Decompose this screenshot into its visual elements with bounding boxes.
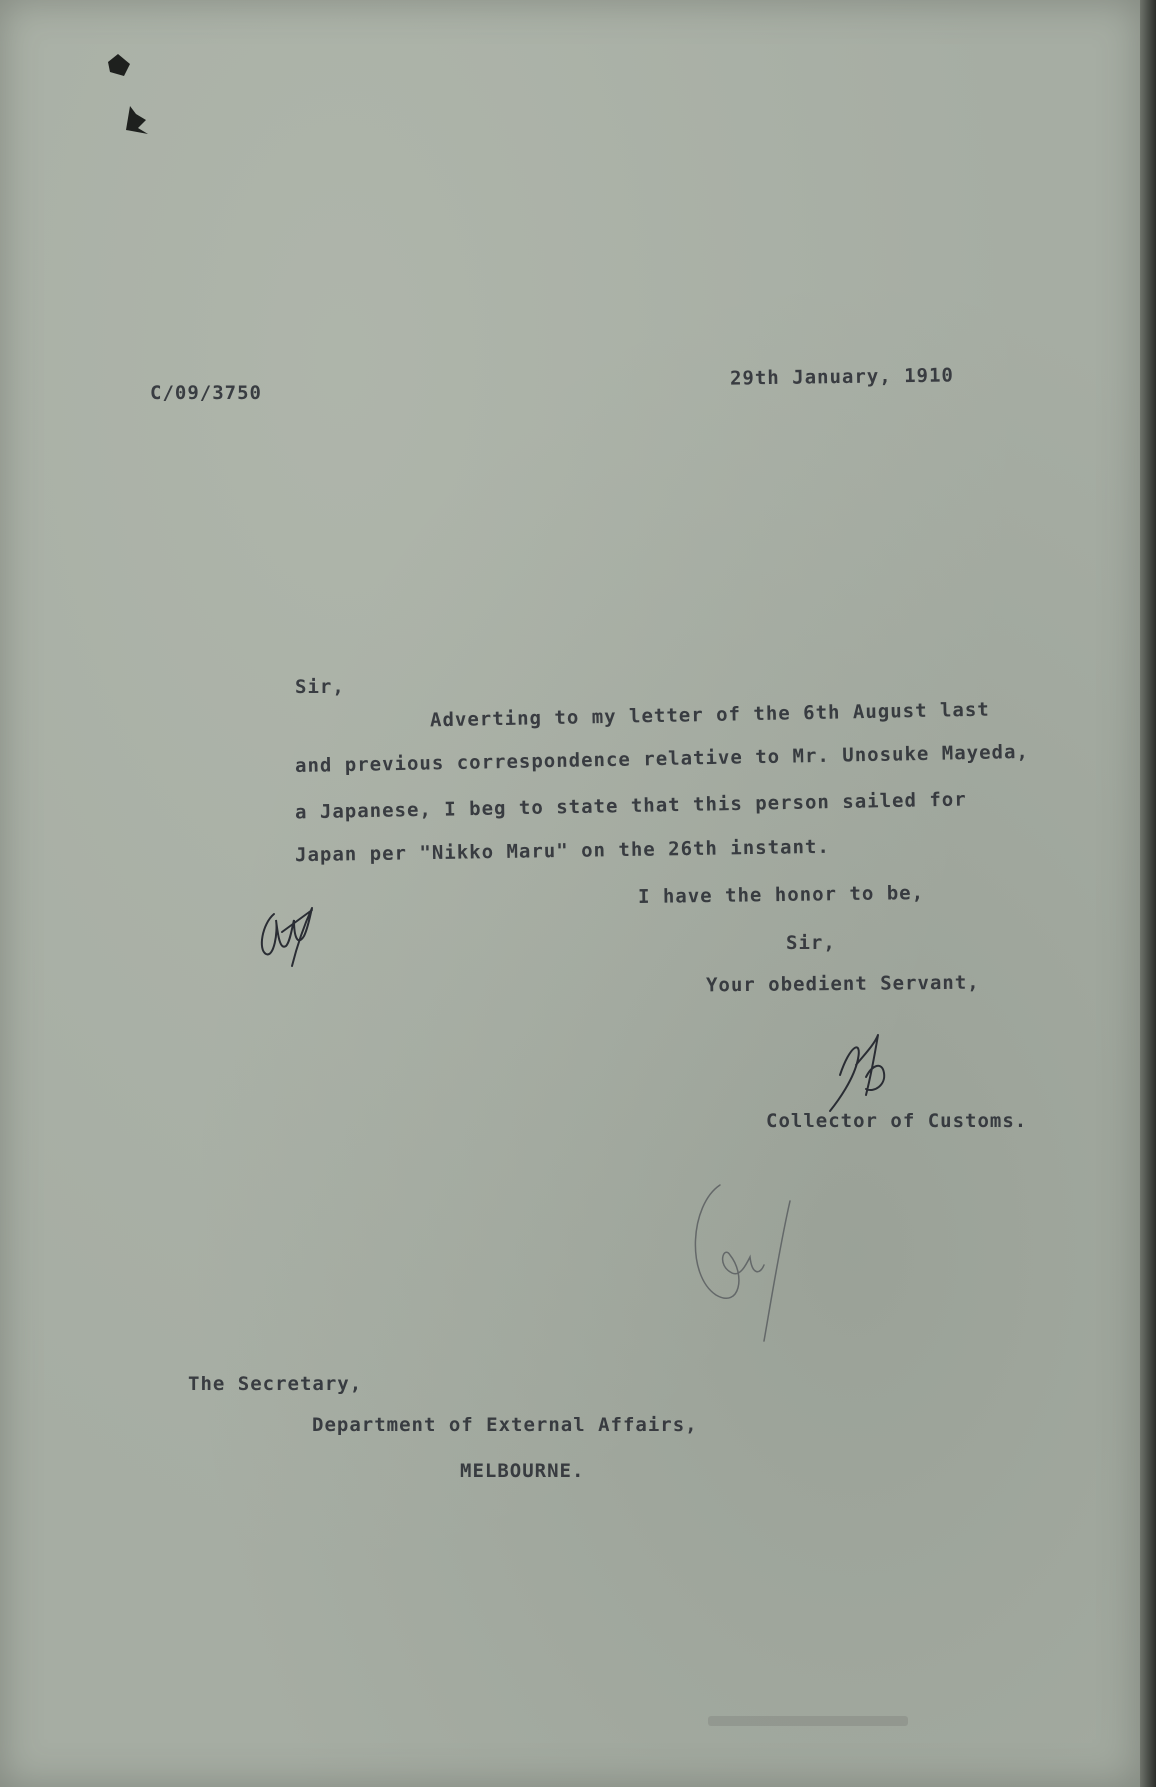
- body-line-1: Adverting to my letter of the 6th August last: [429, 698, 990, 732]
- faint-stamp-residue: [708, 1716, 908, 1726]
- salutation: Sir,: [295, 676, 345, 698]
- body-line-4: Japan per "Nikko Maru" on the 26th instant.: [294, 835, 831, 867]
- punch-hole-top: [104, 52, 134, 80]
- closing-line-2: Sir,: [786, 932, 836, 954]
- closing-line-1: I have the honor to be,: [637, 882, 925, 908]
- closing-line-3: Your obedient Servant,: [705, 971, 980, 997]
- signatory-title: Collector of Customs.: [766, 1110, 1028, 1132]
- handwritten-initials-left: [252, 880, 332, 970]
- letter-date: 29th January, 1910: [729, 364, 955, 390]
- addressee-line-3: MELBOURNE.: [460, 1460, 585, 1482]
- pencil-registry-mark: [680, 1165, 810, 1345]
- body-line-2: and previous correspondence relative to Mr. Unosuke Mayeda,: [294, 740, 1030, 778]
- page-edge: [1140, 0, 1156, 1787]
- addressee-line-1: The Secretary,: [188, 1373, 363, 1395]
- punch-hole-bottom: [120, 100, 150, 136]
- file-reference: C/09/3750: [150, 382, 262, 404]
- addressee-line-2: Department of External Affairs,: [312, 1414, 698, 1436]
- body-line-3: a Japanese, I beg to state that this person sailed for: [294, 788, 967, 824]
- handwritten-signature: [820, 1015, 900, 1125]
